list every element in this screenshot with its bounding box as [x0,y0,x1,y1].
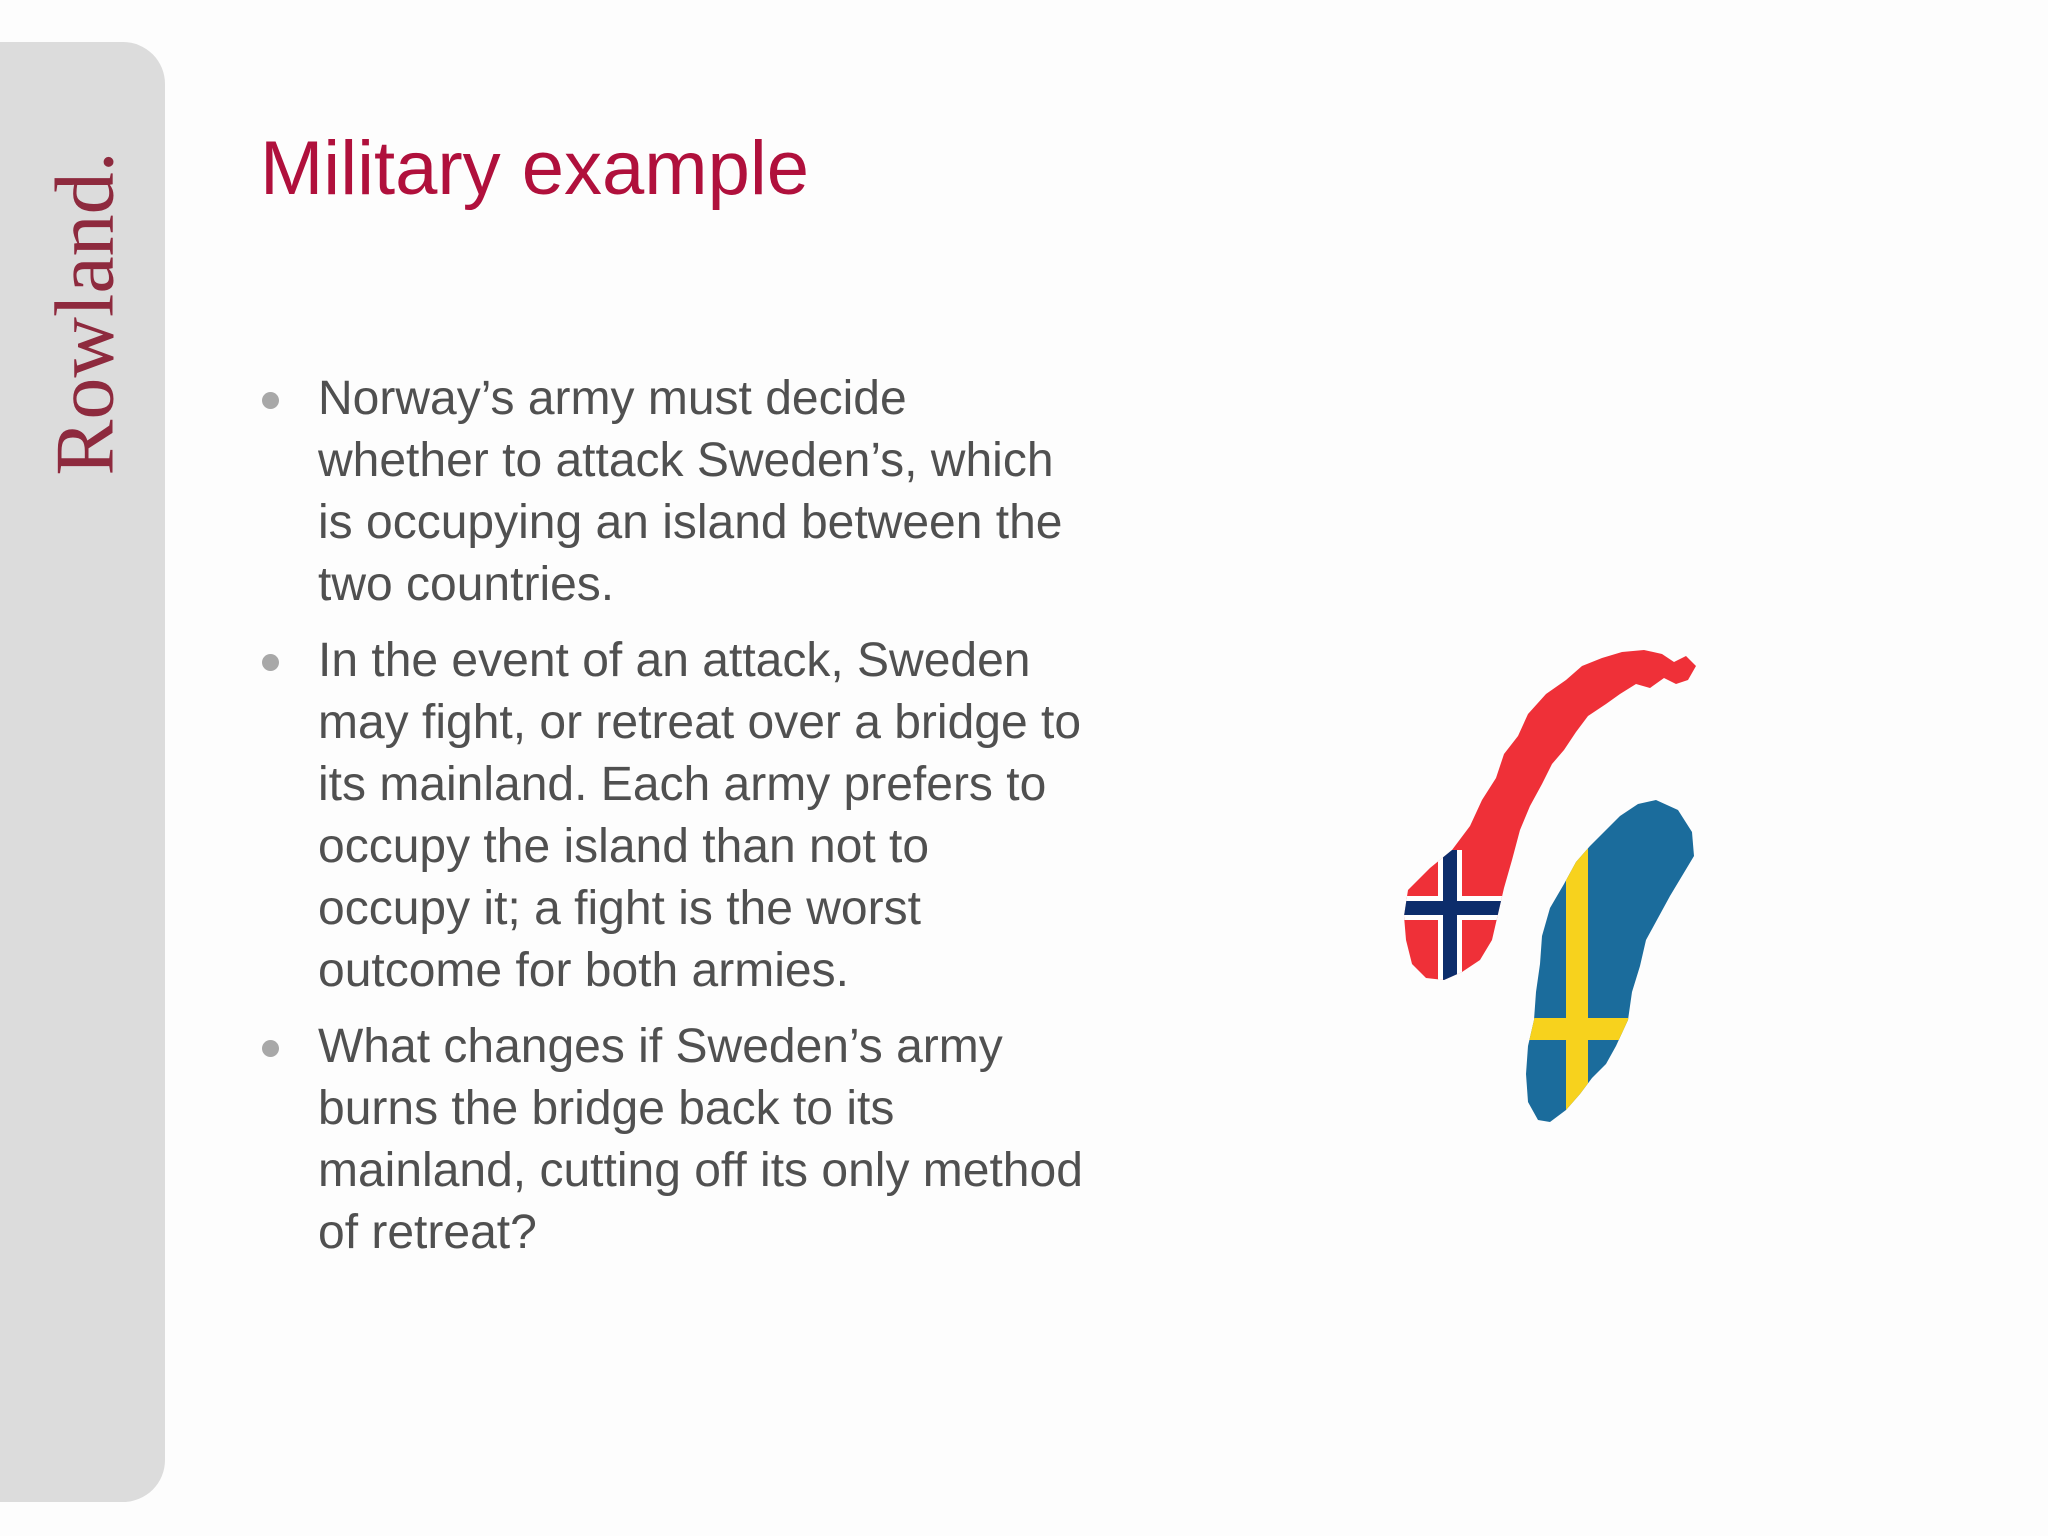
sweden-map [1520,790,1700,1130]
bullet-item [256,368,1086,616]
bullet-dot-icon [262,654,279,671]
bullet-text: Norway’s army must decide whether to attack Sweden’s, which is occupying an island between the two countries. [318,372,1063,611]
bullet-text: What changes if Sweden’s army burns the bridge back to its mainland, cutting off its only method of retreat? [318,1020,1083,1259]
bullet-item [256,1016,1086,1264]
slide-title: Military example [260,126,810,211]
bullet-dot-icon [262,392,279,409]
rowland-logo-text: Rowland. [38,150,132,476]
norway-sweden-flag-map-icon [1400,650,1740,1190]
bullet-text: In the event of an attack, Sweden may fight, or retreat over a bridge to its mainland. Each army prefers to occupy the island than not to occupy it; a fight is the worst outcome for both armies. [318,634,1082,997]
rowland-logo [40,148,130,478]
bullet-dot-icon [262,1040,279,1057]
bullet-item [256,630,1086,1002]
bullet-list [256,368,1086,1278]
